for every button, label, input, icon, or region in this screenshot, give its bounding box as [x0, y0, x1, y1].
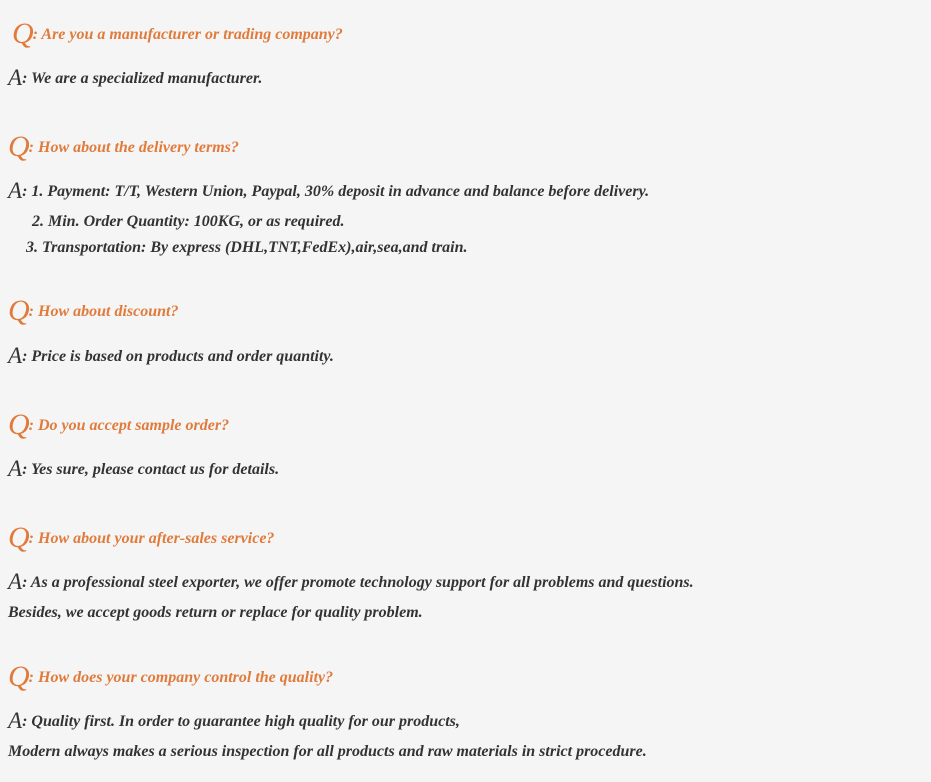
- question-text: : Are you a manufacturer or trading company?: [32, 26, 343, 43]
- question-text: : How does your company control the quality?: [28, 669, 334, 686]
- answer-text: : Yes sure, please contact us for details.: [22, 461, 280, 478]
- q-mark: Q: [8, 408, 29, 441]
- faq-question-3: [8, 294, 179, 327]
- q-mark: Q: [8, 660, 29, 693]
- a-mark: A: [8, 343, 23, 368]
- answer-text: : As a professional steel exporter, we offer promote technology support for all problems and questions.: [22, 574, 694, 591]
- faq-question-6: [8, 660, 334, 693]
- faq-question-5: [8, 521, 275, 554]
- faq-answer-5: [8, 569, 694, 594]
- answer-text: : We are a specialized manufacturer.: [22, 70, 263, 87]
- answer-text: Modern always makes a serious inspection for all products and raw materials in strict procedure.: [8, 743, 647, 760]
- faq-answer-6: [8, 708, 460, 733]
- answer-text: : Price is based on products and order quantity.: [22, 348, 334, 365]
- faq-answer-3: [8, 343, 334, 368]
- faq-question-2: [8, 130, 239, 163]
- question-text: : How about your after-sales service?: [28, 530, 275, 547]
- a-mark: A: [8, 65, 23, 90]
- faq-answer-2-line-3: [26, 238, 468, 258]
- answer-text: : Quality first. In order to guarantee high quality for our products,: [22, 713, 460, 730]
- a-mark: A: [8, 569, 23, 594]
- faq-question-1: [12, 17, 343, 50]
- answer-text: 3. Transportation: By express (DHL,TNT,FedEx),air,sea,and train.: [26, 239, 468, 256]
- answer-text: : 1. Payment: T/T, Western Union, Paypal, 30% deposit in advance and balance before delivery.: [22, 183, 650, 200]
- faq-answer-5-line-2: [8, 603, 423, 623]
- q-mark: Q: [8, 130, 29, 163]
- faq-answer-2: [8, 178, 650, 203]
- faq-answer-6-line-2: [8, 742, 647, 762]
- faq-answer-1: [8, 65, 263, 90]
- q-mark: Q: [12, 17, 33, 50]
- faq-question-4: [8, 408, 230, 441]
- faq-answer-4: [8, 456, 280, 481]
- q-mark: Q: [8, 294, 29, 327]
- question-text: : How about the delivery terms?: [28, 139, 239, 156]
- answer-text: Besides, we accept goods return or replace for quality problem.: [8, 604, 423, 621]
- question-text: : How about discount?: [28, 303, 179, 320]
- a-mark: A: [8, 708, 23, 733]
- a-mark: A: [8, 456, 23, 481]
- faq-answer-2-line-2: [32, 212, 344, 232]
- q-mark: Q: [8, 521, 29, 554]
- question-text: : Do you accept sample order?: [28, 417, 230, 434]
- answer-text: 2. Min. Order Quantity: 100KG, or as required.: [32, 213, 345, 230]
- a-mark: A: [8, 178, 23, 203]
